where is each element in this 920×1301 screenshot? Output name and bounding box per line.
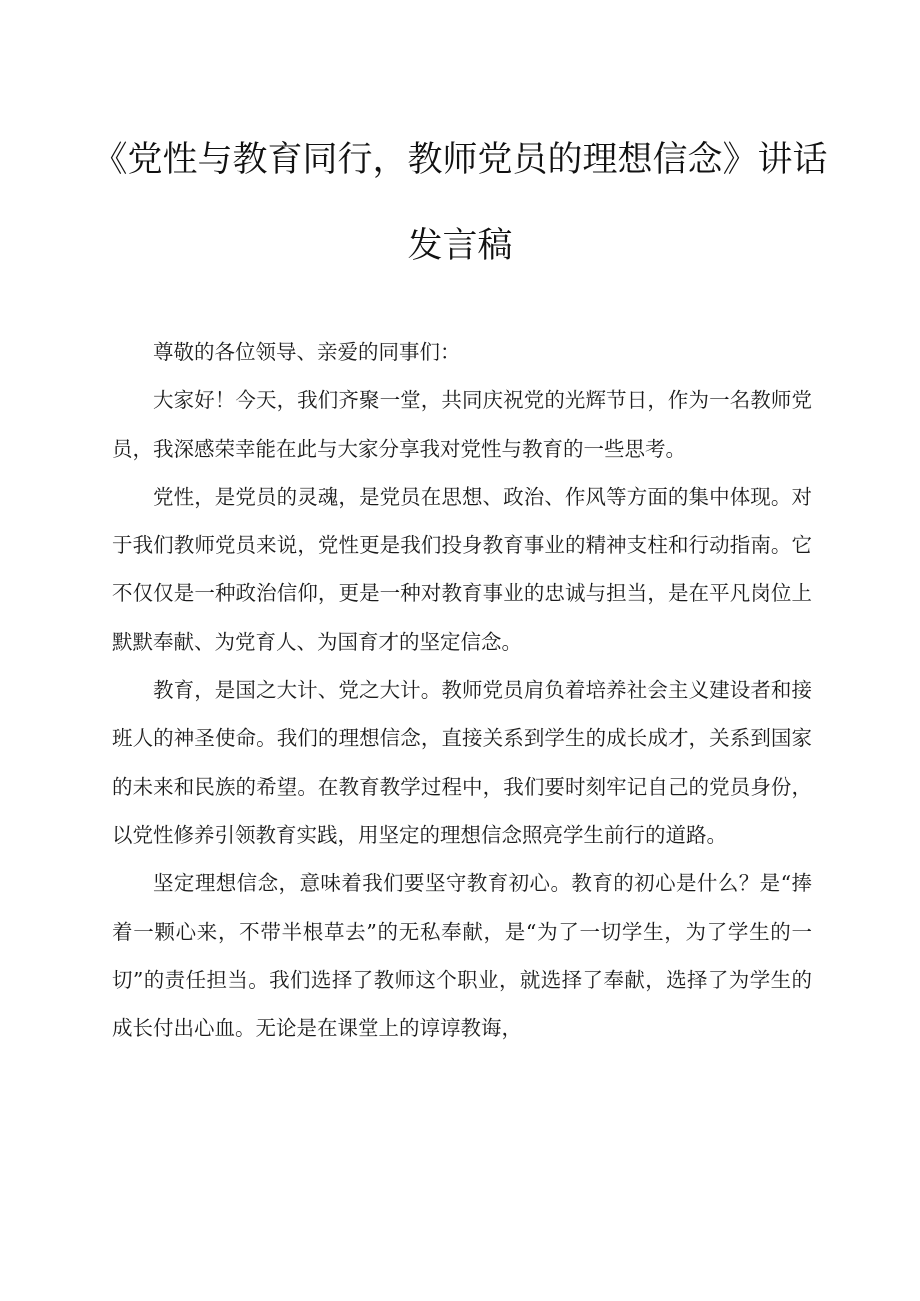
- paragraph-greeting: 大家好！今天，我们齐聚一堂，共同庆祝党的光辉节日，作为一名教师党员，我深感荣幸能在此与大家分享我对党性与教育的一些思考。: [112, 388, 812, 461]
- salutation: 尊敬的各位领导、亲爱的同事们：: [153, 340, 461, 364]
- document-body: [112, 328, 812, 1052]
- document-title-line-1: 《党性与教育同行，教师党员的理想信念》讲话: [92, 140, 828, 180]
- paragraph-ideals: 坚定理想信念，意味着我们要坚守教育初心。教育的初心是什么？是“捧着一颗心来，不带半根草去”的无私奉献，是“为了一切学生，为了学生的一切”的责任担当。我们选择了教师这个职业，就选择了奉献，选择了为学生的成长付出心血。无论是在课堂上的谆谆教诲，: [112, 871, 812, 1041]
- document-title-line-2: 发言稿: [407, 226, 513, 266]
- paragraph-education: 教育，是国之大计、党之大计。教师党员肩负着培养社会主义建设者和接班人的神圣使命。我们的理想信念，直接关系到学生的成长成才，关系到国家的未来和民族的希望。在教育教学过程中，我们要时刻牢记自己的党员身份，以党性修养引领教育实践，用坚定的理想信念照亮学生前行的道路。: [112, 678, 812, 847]
- paragraph-party-spirit: 党性，是党员的灵魂，是党员在思想、政治、作风等方面的集中体现。对于我们教师党员来说，党性更是我们投身教育事业的精神支柱和行动指南。它不仅仅是一种政治信仰，更是一种对教育事业的忠诚与担当，是在平凡岗位上默默奉献、为党育人、为国育才的坚定信念。: [112, 484, 812, 654]
